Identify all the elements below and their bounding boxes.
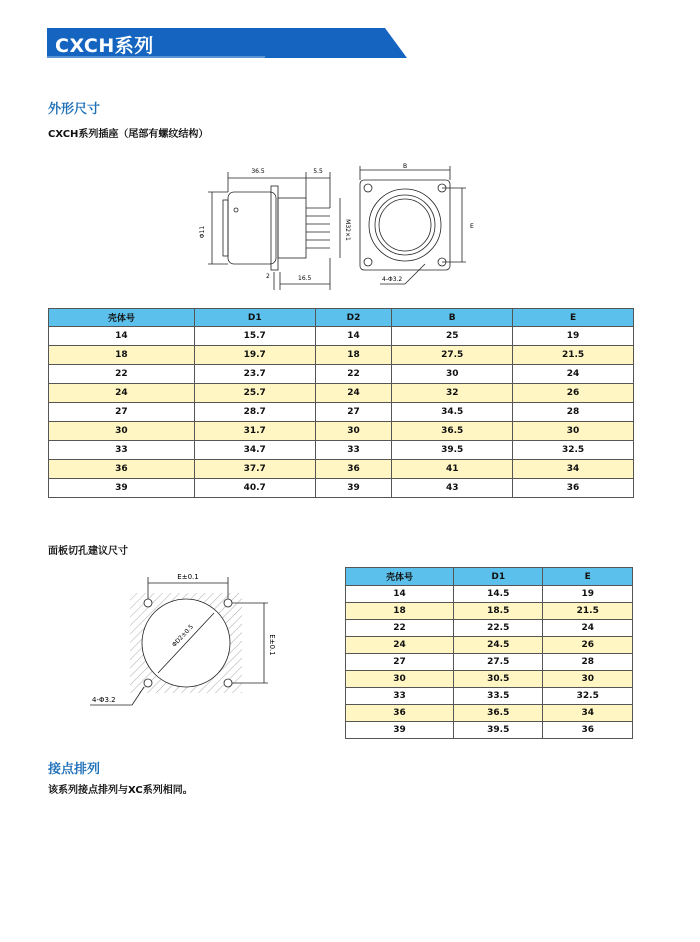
table-row	[346, 586, 633, 603]
table-row	[346, 671, 633, 688]
table-cell: 39	[49, 479, 195, 498]
table-cell: 39	[346, 722, 454, 739]
panel-section-title: 面板切孔建议尺寸	[48, 546, 128, 557]
table-row	[346, 654, 633, 671]
table-cell: 21.5	[543, 603, 633, 620]
table-cell: 24	[346, 637, 454, 654]
table-row	[346, 637, 633, 654]
table-cell: 33	[346, 688, 454, 705]
table-cell: 14.5	[453, 586, 543, 603]
table-cell: 32.5	[513, 441, 634, 460]
table-header-cell: B	[392, 309, 513, 327]
table-cell: 27	[49, 403, 195, 422]
table-cell: 36.5	[453, 705, 543, 722]
table-cell: 30	[513, 422, 634, 441]
table-cell: 36	[513, 479, 634, 498]
table-cell: 14	[346, 586, 454, 603]
table-header-cell: D1	[194, 309, 315, 327]
dimensions-table	[48, 308, 634, 498]
connector-body-shape	[228, 192, 276, 264]
table-cell: 43	[392, 479, 513, 498]
table-cell: 18	[315, 346, 392, 365]
table-cell: 33	[315, 441, 392, 460]
table-cell: 30.5	[453, 671, 543, 688]
table-cell: 28	[543, 654, 633, 671]
table-cell: 34.5	[392, 403, 513, 422]
table-cell: 18.5	[453, 603, 543, 620]
table-cell: 36.5	[392, 422, 513, 441]
table-header-row	[49, 309, 634, 327]
table-header-row	[346, 568, 633, 586]
table-row	[49, 403, 634, 422]
table-cell: 37.7	[194, 460, 315, 479]
table-cell: 39.5	[392, 441, 513, 460]
table-header-cell: E	[543, 568, 633, 586]
table-row	[346, 603, 633, 620]
table-cell: 27	[346, 654, 454, 671]
table-row	[346, 705, 633, 722]
table-cell: 24	[315, 384, 392, 403]
table-cell: 41	[392, 460, 513, 479]
table-header-cell: 壳体号	[346, 568, 454, 586]
dim-e: E	[470, 223, 474, 230]
outline-subtitle: CXCH系列插座（尾部有螺纹结构）	[48, 129, 209, 140]
dim-phi: Φ11	[199, 225, 206, 239]
dim-2: 2	[266, 273, 270, 280]
panel-cutout-table	[345, 567, 633, 739]
panel-cutout-drawing	[80, 565, 280, 715]
table-cell: 30	[49, 422, 195, 441]
cutout-dim-diameter: ΦD2±0.5	[170, 623, 195, 649]
thread-shape	[278, 198, 306, 258]
table-header-cell: D2	[315, 309, 392, 327]
table-cell: 26	[513, 384, 634, 403]
table-cell: 34	[513, 460, 634, 479]
table-cell: 26	[543, 637, 633, 654]
table-cell: 36	[49, 460, 195, 479]
table-cell: 28	[513, 403, 634, 422]
table-cell: 18	[346, 603, 454, 620]
table-header-cell: D1	[453, 568, 543, 586]
table-cell: 23.7	[194, 365, 315, 384]
table-cell: 18	[49, 346, 195, 365]
table-cell: 22.5	[453, 620, 543, 637]
table-cell: 31.7	[194, 422, 315, 441]
table-row	[49, 346, 634, 365]
dim-5-5: 5.5	[313, 168, 323, 175]
table-cell: 39	[315, 479, 392, 498]
table-cell: 19.7	[194, 346, 315, 365]
cutout-dim-side: E±0.1	[268, 634, 276, 656]
table-row	[346, 688, 633, 705]
table-cell: 27.5	[392, 346, 513, 365]
table-cell: 24	[543, 620, 633, 637]
table-cell: 30	[392, 365, 513, 384]
table-row	[49, 422, 634, 441]
table-row	[49, 384, 634, 403]
table-cell: 25.7	[194, 384, 315, 403]
table-cell: 22	[49, 365, 195, 384]
table-header-cell: E	[513, 309, 634, 327]
table-header-cell: 壳体号	[49, 309, 195, 327]
cutout-dim-top: E±0.1	[177, 573, 199, 581]
table-cell: 33	[49, 441, 195, 460]
contact-section-title: 接点排列	[48, 762, 101, 777]
table-cell: 21.5	[513, 346, 634, 365]
table-cell: 25	[392, 327, 513, 346]
dim-36-5: 36.5	[251, 168, 265, 175]
dim-thread: M32×1	[344, 219, 351, 241]
table-cell: 28.7	[194, 403, 315, 422]
dim-holes: 4-Φ3.2	[382, 276, 403, 283]
table-cell: 30	[315, 422, 392, 441]
contact-text: 该系列接点排列与XC系列相同。	[48, 785, 193, 796]
table-cell: 34	[543, 705, 633, 722]
table-cell: 32.5	[543, 688, 633, 705]
table-cell: 19	[513, 327, 634, 346]
cutout-dim-holes: 4-Φ3.2	[92, 696, 116, 704]
table-row	[49, 365, 634, 384]
dim-b: B	[402, 163, 408, 170]
table-cell: 36	[315, 460, 392, 479]
table-cell: 19	[543, 586, 633, 603]
dim-16-5: 16.5	[298, 275, 312, 282]
table-row	[49, 479, 634, 498]
table-cell: 40.7	[194, 479, 315, 498]
table-cell: 33.5	[453, 688, 543, 705]
table-cell: 15.7	[194, 327, 315, 346]
table-cell: 24	[513, 365, 634, 384]
table-cell: 36	[346, 705, 454, 722]
table-cell: 27	[315, 403, 392, 422]
front-square-shape	[360, 180, 450, 270]
table-cell: 24.5	[453, 637, 543, 654]
table-row	[49, 460, 634, 479]
table-cell: 14	[315, 327, 392, 346]
table-cell: 22	[315, 365, 392, 384]
connector-drawing	[190, 160, 490, 295]
table-cell: 39.5	[453, 722, 543, 739]
flange-shape	[271, 186, 278, 270]
outline-section-title: 外形尺寸	[48, 102, 101, 117]
banner-title: CXCH系列	[55, 35, 154, 57]
table-cell: 32	[392, 384, 513, 403]
table-row	[346, 722, 633, 739]
table-cell: 30	[346, 671, 454, 688]
table-cell: 27.5	[453, 654, 543, 671]
table-cell: 24	[49, 384, 195, 403]
table-cell: 14	[49, 327, 195, 346]
table-cell: 30	[543, 671, 633, 688]
table-row	[49, 441, 634, 460]
series-banner	[47, 28, 407, 58]
table-cell: 36	[543, 722, 633, 739]
table-cell: 22	[346, 620, 454, 637]
table-row	[346, 620, 633, 637]
table-cell: 34.7	[194, 441, 315, 460]
table-row	[49, 327, 634, 346]
